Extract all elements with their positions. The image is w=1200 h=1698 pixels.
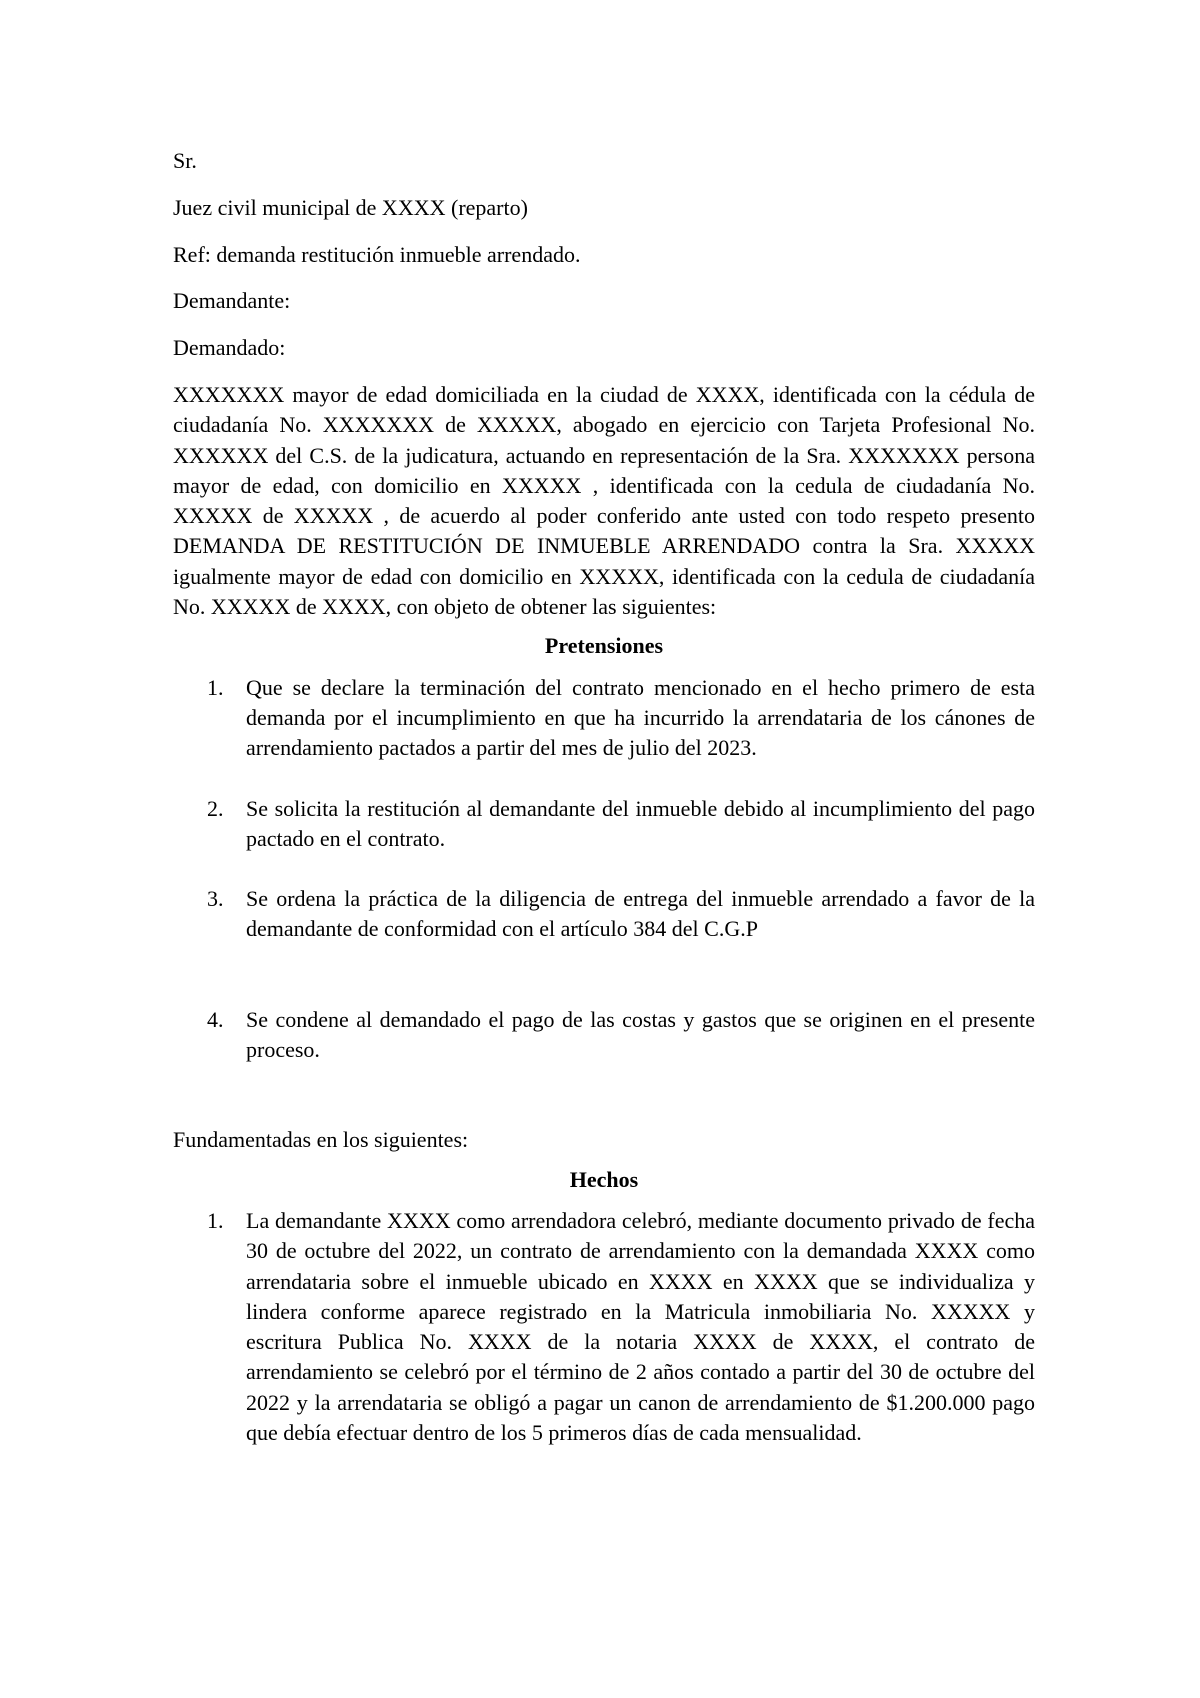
hechos-list [173,1206,1035,1448]
addressee-judge: Juez civil municipal de XXXX (reparto) [173,194,528,220]
list-item-number: 3. [207,886,224,912]
list-item [173,794,1035,855]
document-body [173,146,1035,1448]
defendant-label: Demandado: [173,335,286,361]
hechos-heading: Hechos [569,1166,639,1192]
pretensiones-heading: Pretensiones [544,633,664,659]
list-item-number: 2. [207,795,224,821]
list-item-text: Que se declare la terminación del contrato mencionado en el hecho primero de esta demanda por el incumplimiento en que ha incurrido la arrendataria de los cánones de arrendamiento pactados a partir del mes de julio del 2023. [246,674,1035,761]
pretensiones-list [173,673,1035,1066]
intro-paragraph: XXXXXXX mayor de edad domiciliada en la ciudad de XXXX, identificada con la cédula de ciudadanía No. XXXXXXX de XXXXX, abogado en ejercicio con Tarjeta Profesional No. XXXXXX del C.S. de la judicatura, actuando en representación de la Sra. XXXXXXX persona mayor de edad, con domicilio en XXXXX , identificada con la cedula de ciudadanía No. XXXXX de XXXXX , de acuerdo al poder conferido ante usted con todo respeto presento DEMANDA DE RESTITUCIÓN DE INMUEBLE ARRENDADO contra la Sra. XXXXX igualmente mayor de edad con domicilio en XXXXX, identificada con la cedula de ciudadanía No. XXXXX de XXXX, con objeto de obtener las siguientes: [173,381,1035,620]
list-item-text: Se solicita la restitución al demandante del inmueble debido al incumplimiento del pago pactado en el contrato. [246,795,1035,851]
plaintiff-label: Demandante: [173,288,291,314]
list-item-text: La demandante XXXX como arrendadora celebró, mediante documento privado de fecha 30 de octubre del 2022, un contrato de arrendamiento con la demandada XXXX como arrendataria sobre el inmueble ubicado en XXXX en XXXX que se individualiza y lindera conforme aparece registrado en la Matricula inmobiliaria No. XXXXX y escritura Publica No. XXXX de la notaria XXXX de XXXX, el contrato de arrendamiento se celebró por el término de 2 años contado a partir del 30 de octubre del 2022 y la arrendataria se obligó a pagar un canon de arrendamiento de $1.200.000 pago que debía efectuar dentro de los 5 primeros días de cada mensualidad. [246,1207,1035,1445]
reference-line: Ref: demanda restitución inmueble arrendado. [173,241,581,267]
list-item-text: Se condene al demandado el pago de las costas y gastos que se originen en el presente proceso. [246,1006,1035,1063]
list-item [173,673,1035,764]
list-item-number: 1. [207,674,224,700]
salutation: Sr. [173,148,197,173]
list-item [173,1206,1035,1448]
list-item-text: Se ordena la práctica de la diligencia de entrega del inmueble arrendado a favor de la demandante de conformidad con el artículo 384 del C.G.P [246,886,1035,942]
list-item-number: 4. [207,1006,224,1032]
list-item-number: 1. [207,1207,224,1233]
fundamentadas-line: Fundamentadas en los siguientes: [173,1127,469,1153]
list-item [173,1005,1035,1066]
list-item [173,884,1035,945]
